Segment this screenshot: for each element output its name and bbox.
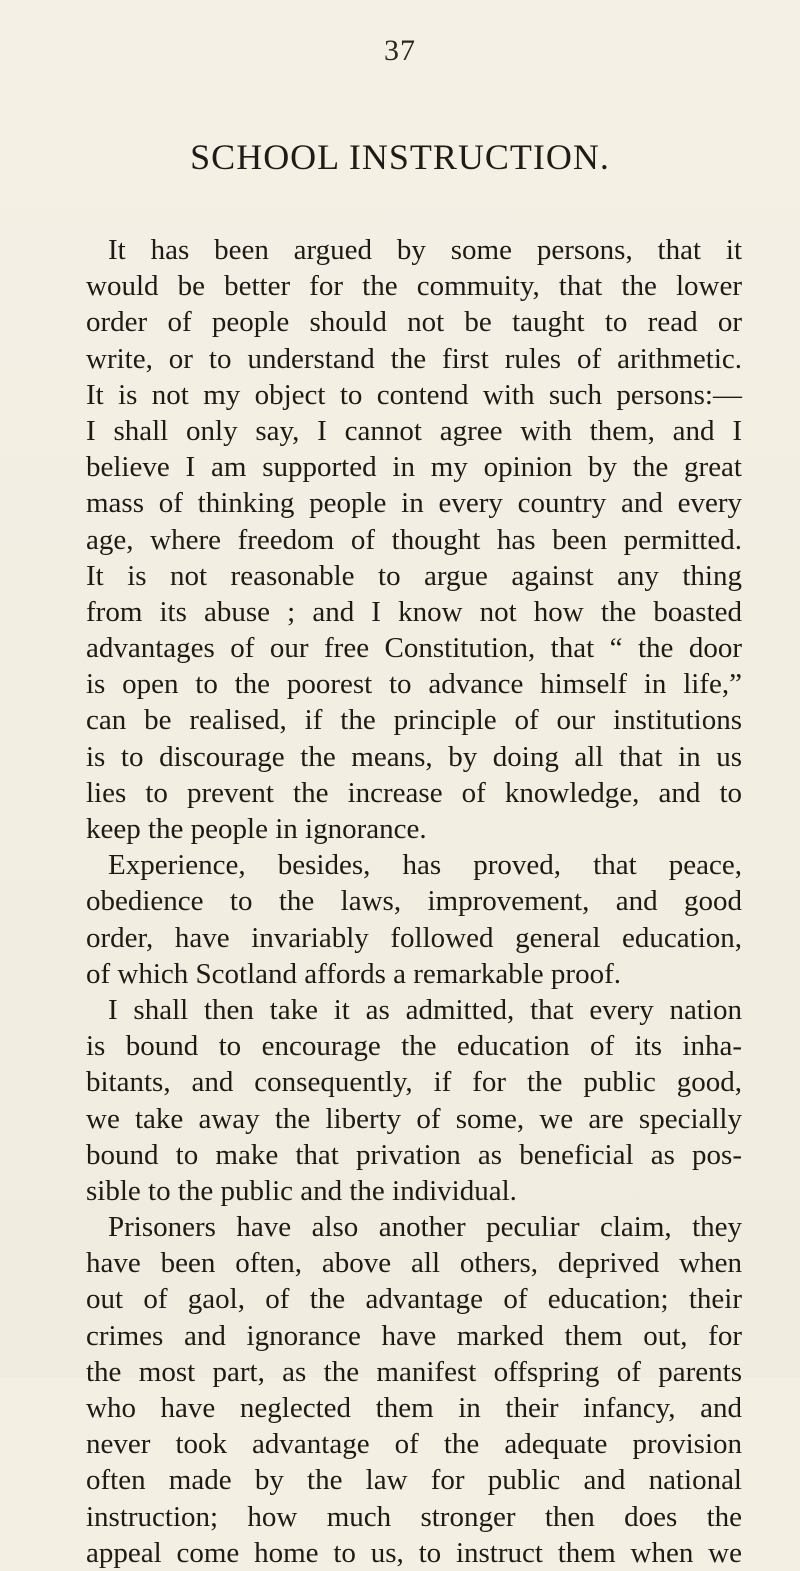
text-line: from its abuse ; and I know not how the boasted — [86, 595, 742, 628]
text-line: I shall only say, I cannot agree with them, and I — [86, 414, 742, 447]
text-line: bitants, and consequently, if for the public good, — [86, 1066, 742, 1099]
text-line: the most part, as the manifest offspring of parents — [86, 1355, 742, 1388]
text-line: is bound to encourage the education of its inha- — [86, 1030, 742, 1063]
text-line: out of gaol, of the advantage of education; their — [86, 1283, 742, 1316]
text-line: often made by the law for public and national — [86, 1464, 742, 1497]
text-line: have been often, above all others, deprived when — [86, 1247, 742, 1280]
text-line: never took advantage of the adequate provision — [86, 1428, 742, 1461]
text-line: is to discourage the means, by doing all that in us — [86, 740, 742, 773]
text-line: is open to the poorest to advance himself in life,” — [86, 668, 742, 701]
chapter-title: SCHOOL INSTRUCTION. — [190, 137, 610, 177]
text-line: advantages of our free Constitution, that “ the door — [86, 632, 742, 665]
text-line: It has been argued by some persons, that it — [108, 234, 742, 266]
page-number: 37 — [384, 34, 416, 67]
text-line: Experience, besides, has proved, that peace, — [108, 849, 742, 882]
body-text — [86, 232, 742, 1571]
text-line: believe I am supported in my opinion by the great — [86, 451, 742, 484]
text-line: who have neglected them in their infancy, and — [86, 1392, 742, 1424]
text-line: of which Scotland affords a remarkable proof. — [86, 957, 621, 990]
text-line: It is not reasonable to argue against any thing — [86, 559, 742, 592]
text-line: crimes and ignorance have marked them out, for — [86, 1319, 742, 1352]
text-line: It is not my object to contend with such persons:— — [86, 378, 742, 411]
text-line: bound to make that privation as beneficial as pos- — [86, 1138, 742, 1171]
text-line: I shall then take it as admitted, that every nation — [108, 993, 742, 1026]
text-line: Prisoners have also another peculiar claim, they — [108, 1211, 742, 1244]
text-line: instruction; how much stronger then does the — [86, 1500, 742, 1533]
text-line: sible to the public and the individual. — [86, 1174, 517, 1207]
text-line: age, where freedom of thought has been permitted. — [86, 523, 742, 556]
text-line: appeal come home to us, to instruct them when we — [86, 1536, 742, 1569]
text-line: obedience to the laws, improvement, and good — [86, 885, 742, 918]
text-line: keep the people in ignorance. — [86, 813, 427, 845]
text-line: would be better for the commuity, that the lower — [86, 270, 742, 303]
text-line: write, or to understand the first rules of arithmetic. — [86, 342, 742, 375]
text-line: order, have invariably followed general education, — [86, 921, 742, 954]
text-line: lies to prevent the increase of knowledge, and to — [86, 776, 742, 809]
text-line: mass of thinking people in every country and every — [86, 487, 742, 520]
text-line: can be realised, if the principle of our institutions — [86, 704, 742, 737]
text-line: order of people should not be taught to read or — [86, 306, 742, 339]
text-line: we take away the liberty of some, we are specially — [86, 1102, 742, 1135]
